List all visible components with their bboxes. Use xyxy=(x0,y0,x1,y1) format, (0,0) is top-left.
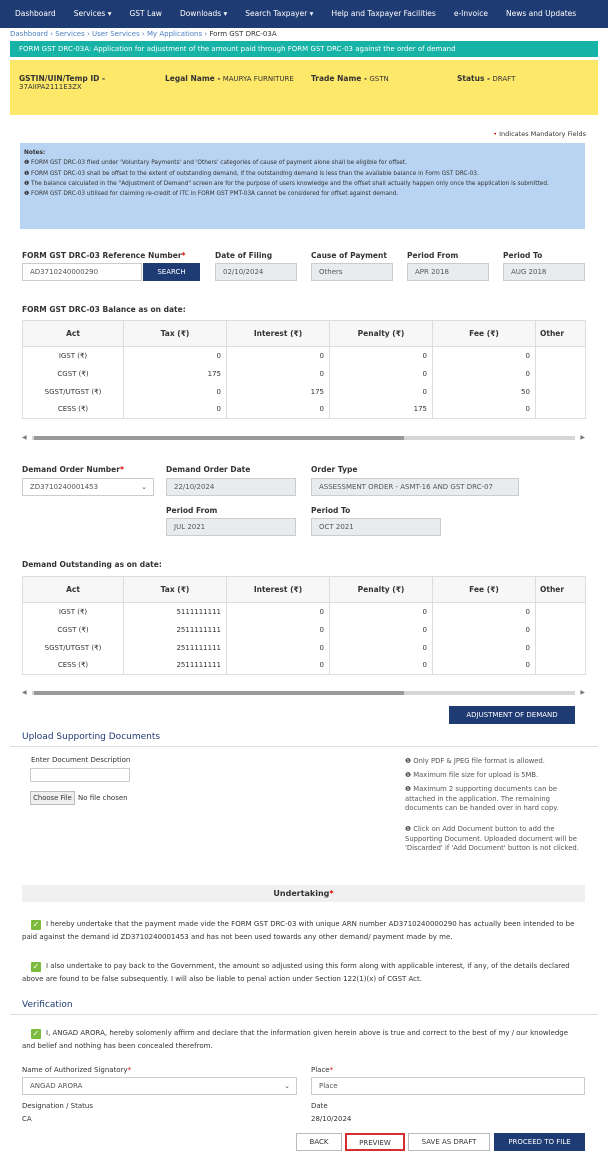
undertaking-heading: Undertaking* xyxy=(22,885,585,902)
upload-info-2: ❶ Maximum file size for upload is 5MB. xyxy=(405,771,539,779)
breadcrumb: Dashboard › Services › User Services › My Applications › Form GST DRC-03A xyxy=(10,30,277,38)
undertaking-checkbox-2[interactable]: ✓ xyxy=(32,962,40,971)
verification-text: I, ANGAD ARORA, hereby solomenly affirm and declare that the information given herein above is true and correct to the best of my / our knowledge and belief and nothing has been concealed therefrom. xyxy=(22,1029,569,1050)
taxpayer-info xyxy=(10,60,598,115)
upload-info-4: ❶ Click on Add Document button to add the Supporting Document. Uploaded document will be 'Discarded' if 'Add Document' button is not clicked. xyxy=(405,825,579,853)
nav-gst-law[interactable]: GST Law xyxy=(129,9,162,18)
scroll-thumb xyxy=(34,691,404,695)
back-button[interactable]: BACK xyxy=(296,1133,342,1151)
gstin-cell xyxy=(19,74,105,91)
upload-title: Upload Supporting Documents xyxy=(22,732,161,742)
doc-desc-input[interactable] xyxy=(30,768,130,782)
demand-date-field: 22/10/2024 xyxy=(166,478,296,496)
date-value: 28/10/2024 xyxy=(311,1115,352,1123)
note-item: ❶ The balance calculated in the "Adjustment of Demand" screen are for the purpose of users knowledge and the offset shall actually happen only once the application is submitted. xyxy=(24,180,549,187)
demand-from-label: Period From xyxy=(166,506,218,515)
form-title: FORM GST DRC-03A: Application for adjustment of the amount paid through FORM GST DRC-03 against the order of demand xyxy=(10,41,598,57)
table-row: CESS (₹) 2511111111 0 0 0 xyxy=(23,657,586,675)
top-nav xyxy=(0,0,608,28)
table-row: CGST (₹) 2511111111 0 0 0 xyxy=(23,621,586,639)
period-from-label: Period From xyxy=(407,251,459,260)
place-input[interactable]: Place xyxy=(311,1077,585,1095)
period-to-field: AUG 2018 xyxy=(503,263,585,281)
nav-dashboard[interactable]: Dashboard xyxy=(15,9,56,18)
legal-name-label: Legal Name - xyxy=(165,74,221,83)
col-fee: Fee (₹) xyxy=(433,321,536,347)
doc-desc-label: Enter Document Description xyxy=(31,756,131,764)
table-row: IGST (₹) 5111111111 0 0 0 xyxy=(23,603,586,621)
choose-file-button[interactable]: Choose File xyxy=(30,791,75,805)
period-to-label: Period To xyxy=(503,251,543,260)
demand-to-field: OCT 2021 xyxy=(311,518,441,536)
col-fee: Fee (₹) xyxy=(433,577,536,603)
col-interest: Interest (₹) xyxy=(227,577,330,603)
trade-name-label: Trade Name - xyxy=(311,74,368,83)
designation-value: CA xyxy=(22,1115,32,1123)
crumb-current: Form GST DRC-03A xyxy=(209,30,277,38)
col-other: Other xyxy=(536,321,586,347)
nav-news[interactable]: News and Updates xyxy=(505,9,577,18)
col-interest: Interest (₹) xyxy=(227,321,330,347)
info-icon: ❶ xyxy=(405,757,412,765)
info-icon: ❶ xyxy=(24,160,30,167)
scroll-left-icon: ◀ xyxy=(22,434,27,441)
undertaking-checkbox-1[interactable]: ✓ xyxy=(32,920,40,929)
legal-name-value: MAURYA FURNITURE xyxy=(222,75,294,83)
info-icon: ❶ xyxy=(405,771,412,779)
adjustment-of-demand-button[interactable]: ADJUSTMENT OF DEMAND xyxy=(449,706,575,724)
outstanding-title: Demand Outstanding as on date: xyxy=(22,560,162,569)
trade-name-cell xyxy=(311,74,389,83)
table-row: SGST/UTGST (₹) 2511111111 0 0 0 xyxy=(23,639,586,657)
order-type-label: Order Type xyxy=(311,465,358,474)
divider xyxy=(10,746,598,747)
col-act: Act xyxy=(23,577,124,603)
scroll-right-icon: ▶ xyxy=(580,434,585,441)
col-other: Other xyxy=(536,577,586,603)
place-label: Place* xyxy=(311,1066,334,1074)
status-label: Status - xyxy=(457,74,491,83)
nav-einvoice[interactable]: e-Invoice xyxy=(453,9,488,18)
upload-info-3: ❶ Maximum 2 supporting documents can be attached in the application. The remaining documents can be handed over in hard copy. xyxy=(405,785,559,813)
scroll-right-icon: ▶ xyxy=(580,689,585,696)
ref-label: FORM GST DRC-03 Reference Number* xyxy=(22,251,186,260)
verification-checkbox[interactable]: ✓ xyxy=(32,1029,40,1038)
demand-date-label: Demand Order Date xyxy=(166,465,251,474)
status-cell xyxy=(457,74,515,83)
chevron-down-icon: ⌄ xyxy=(141,483,147,491)
note-item: ❶ FORM GST DRC-03 filed under 'Voluntary Payments' and 'Others' categories of cause of payment alone shall be eligible for offset. xyxy=(24,160,407,167)
verification-title: Verification xyxy=(22,1000,73,1010)
nav-search-taxpayer[interactable]: Search Taxpayer ▾ xyxy=(245,9,314,18)
designation-label: Designation / Status xyxy=(22,1102,93,1110)
balance-table xyxy=(22,320,586,419)
crumb-my-applications[interactable]: My Applications xyxy=(146,30,203,38)
chevron-down-icon: ⌄ xyxy=(284,1082,290,1090)
balance-scrollbar[interactable] xyxy=(22,434,585,442)
table-row: SGST/UTGST (₹) 0 175 0 50 xyxy=(23,383,586,401)
crumb-dashboard[interactable]: Dashboard xyxy=(10,30,48,38)
signatory-select[interactable]: ANGAD ARORA ⌄ xyxy=(22,1077,297,1095)
nav-services[interactable]: Services ▾ xyxy=(73,9,112,18)
table-row: IGST (₹) 0 0 0 0 xyxy=(23,347,586,365)
gstin-label: GSTIN/UIN/Temp ID - xyxy=(19,74,106,83)
scroll-left-icon: ◀ xyxy=(22,689,27,696)
order-type-field: ASSESSMENT ORDER - ASMT-16 AND GST DRC-07 xyxy=(311,478,519,496)
col-tax: Tax (₹) xyxy=(124,577,227,603)
col-act: Act xyxy=(23,321,124,347)
date-label: Date xyxy=(311,1102,328,1110)
demand-order-label: Demand Order Number* xyxy=(22,465,124,474)
legal-name-cell xyxy=(165,74,294,83)
note-item: ❶ FORM GST DRC-03 utilised for claiming re-credit of ITC in FORM GST PMT-03A cannot be considered for offset against demand. xyxy=(24,191,399,198)
info-icon: ❶ xyxy=(24,180,30,187)
nav-downloads[interactable]: Downloads ▾ xyxy=(179,9,228,18)
upload-info-1: ❶ Only PDF & JPEG file format is allowed. xyxy=(405,757,545,765)
demand-from-field: JUL 2021 xyxy=(166,518,296,536)
scroll-thumb xyxy=(34,436,404,440)
signatory-label: Name of Authorized Signatory* xyxy=(22,1066,132,1074)
save-draft-button[interactable]: SAVE AS DRAFT xyxy=(408,1133,490,1151)
notes-panel xyxy=(20,143,585,229)
outstanding-scrollbar[interactable] xyxy=(22,689,585,697)
proceed-to-file-button[interactable]: PROCEED TO FILE xyxy=(494,1133,585,1151)
info-icon: ❶ xyxy=(24,170,30,177)
ref-input[interactable]: AD3710240000290 xyxy=(22,263,142,281)
filing-date-field: 02/10/2024 xyxy=(215,263,297,281)
crumb-user-services[interactable]: User Services xyxy=(92,30,140,38)
info-icon: ❶ xyxy=(405,785,412,793)
balance-title: FORM GST DRC-03 Balance as on date: xyxy=(22,305,186,314)
outstanding-table xyxy=(22,576,586,675)
mandatory-note: • Indicates Mandatory Fields xyxy=(493,130,586,138)
period-from-field: APR 2018 xyxy=(407,263,489,281)
status-value: DRAFT xyxy=(492,75,516,83)
table-row: CGST (₹) 175 0 0 0 xyxy=(23,365,586,383)
crumb-services[interactable]: Services xyxy=(55,30,85,38)
divider xyxy=(10,1014,598,1015)
cause-label: Cause of Payment xyxy=(311,251,387,260)
note-item: ❶ FORM GST DRC-03 shall be offset to the extent of outstanding demand, if the outstanding demand is less than the available balance in Form GST DRC-03. xyxy=(24,170,479,177)
undertaking-text-1: I hereby undertake that the payment made vide the FORM GST DRC-03 with unique ARN number AD3710240000290 has actually been intended to be paid against the demand id ZD3710240001453 and has not been used towards any other demand/ payment made by me. xyxy=(22,920,575,941)
trade-name-value: GSTN xyxy=(369,75,389,83)
demand-order-select[interactable]: ZD3710240001453 ⌄ xyxy=(22,478,154,496)
info-icon: ❶ xyxy=(24,191,30,198)
col-penalty: Penalty (₹) xyxy=(330,321,433,347)
demand-to-label: Period To xyxy=(311,506,351,515)
undertaking-text-2: I also undertake to pay back to the Government, the amount so adjusted using this form along with applicable interest, if any, of the details declared above are found to be false subsequently. I will also be liable to penal action under Section 122(1)(x) of CGST Act. xyxy=(22,962,570,983)
filing-date-label: Date of Filing xyxy=(215,251,273,260)
col-penalty: Penalty (₹) xyxy=(330,577,433,603)
col-tax: Tax (₹) xyxy=(124,321,227,347)
cause-field: Others xyxy=(311,263,393,281)
notes-title: Notes: xyxy=(24,150,46,156)
nav-help[interactable]: Help and Taxpayer Facilities xyxy=(331,9,436,18)
info-icon: ❶ xyxy=(405,825,412,833)
no-file-chosen: No file chosen xyxy=(78,794,128,802)
search-button[interactable]: SEARCH xyxy=(143,263,200,281)
gstin-value: 37AIIPA2111E3ZX xyxy=(19,83,82,91)
preview-button[interactable]: PREVIEW xyxy=(345,1133,405,1151)
table-row: CESS (₹) 0 0 175 0 xyxy=(23,401,586,419)
